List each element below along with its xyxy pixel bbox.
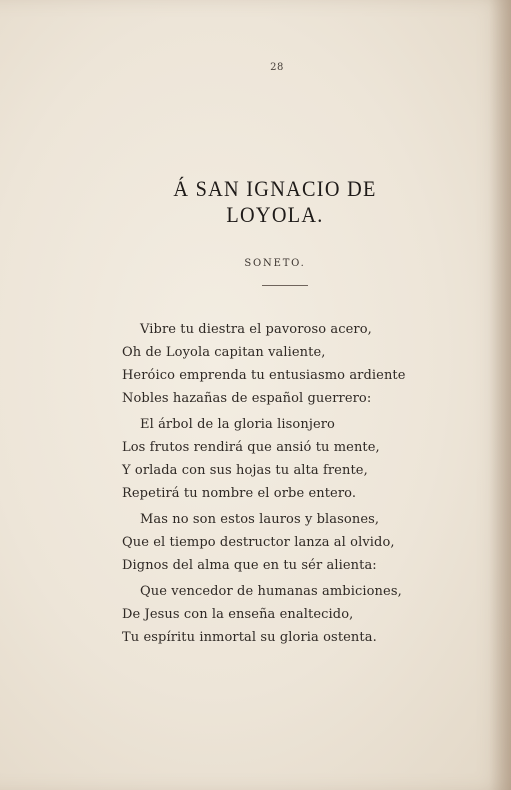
page-number: 28 xyxy=(270,62,284,73)
poem-line: Vibre tu diestra el pavoroso acero, xyxy=(140,322,372,337)
poem-line: Y orlada con sus hojas tu alta frente, xyxy=(122,463,368,478)
subtitle-rule xyxy=(262,285,308,286)
poem-line: Heróico emprenda tu entusiasmo ardiente xyxy=(122,368,406,383)
poem-line: Mas no son estos lauros y blasones, xyxy=(140,512,380,527)
stanza-4 xyxy=(122,580,422,649)
poem-line: El árbol de la gloria lisonjero xyxy=(140,417,335,432)
page-edge-shadow xyxy=(489,0,511,790)
poem-line: Los frutos rendirá que ansió tu mente, xyxy=(122,440,380,455)
poem-line: Que vencedor de humanas ambiciones, xyxy=(140,584,402,599)
poem-line: Oh de Loyola capitan valiente, xyxy=(122,345,326,360)
poem-body xyxy=(122,318,422,649)
poem-line: Dignos del alma que en tu sér alienta: xyxy=(122,558,377,573)
poem-subtitle: SONETO. xyxy=(244,258,306,269)
poem-line: Que el tiempo destructor lanza al olvido, xyxy=(122,535,395,550)
poem-line: De Jesus con la enseña enaltecido, xyxy=(122,607,354,622)
poem-title: Á SAN IGNACIO DE LOYOLA. xyxy=(173,176,377,227)
stanza-3 xyxy=(122,508,422,577)
poem-line: Repetirá tu nombre el orbe entero. xyxy=(122,486,357,501)
poem-line: Nobles hazañas de español guerrero: xyxy=(122,391,372,406)
stanza-1 xyxy=(122,318,422,410)
stanza-2 xyxy=(122,413,422,505)
poem-line: Tu espíritu inmortal su gloria ostenta. xyxy=(122,630,377,645)
